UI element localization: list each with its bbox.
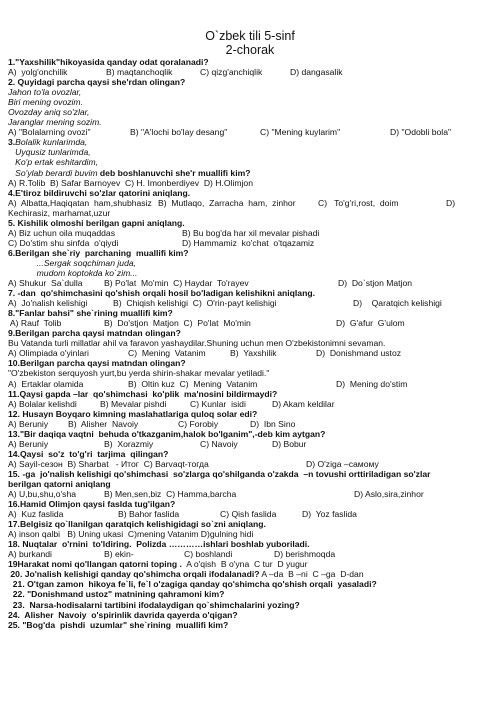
answer-option: A) Olimpiada o'yinlari [8, 348, 89, 359]
text-line [8, 449, 492, 459]
answer-option: D) Aslo,sira,zinhor [354, 489, 424, 500]
question-text: 25. "Bog'da pishdi uzumlar" she`rining muallifi kim? [8, 619, 229, 630]
question-text: 13."Bir daqiqa vaqtni behuda o'tkazganim,halok bo'lganim",-deb kim aytgan? [8, 428, 326, 439]
answer-option: C) Do'stim shu sinfda o'qiydi [8, 237, 119, 248]
answer-option: D) Ibn Sino [250, 418, 296, 429]
answer-option: A) U,bu,shu,o'sha [8, 489, 77, 500]
text-line [8, 117, 492, 127]
answer-option: C) To'g'ri,rost, doim [318, 197, 399, 208]
question-text: 22. "Donishmand ustoz" matnining qahramoni kim? [8, 589, 225, 600]
text-line [8, 569, 492, 579]
quoted-verse: Bolalik kunlarimda, [15, 137, 88, 148]
answer-option: C) Mening Vatanim [128, 348, 206, 359]
text-line [8, 489, 492, 499]
text-line [8, 67, 492, 77]
quoted-verse: Biri mening ovozim. [8, 97, 83, 108]
text-line [8, 168, 492, 178]
text-line [8, 379, 492, 389]
answer-option: A) Rauf Tolib [8, 318, 62, 329]
answer-option: B) Bahor faslida [118, 509, 180, 520]
text-line [8, 479, 492, 489]
answer-option: D) Yoz faslida [302, 509, 357, 520]
quoted-verse: Jahon to'la ovozlar, [8, 87, 82, 98]
question-text: 23. Narsa-hodisalarni tartibini ifodalaydigan qo`shimchalarini yozing? [8, 599, 300, 610]
answer-option: D) berishmoqda [274, 549, 336, 560]
text-line [8, 298, 492, 308]
text-line [8, 620, 492, 630]
quoted-verse: Ovozday aniq so'zlar, [8, 107, 90, 118]
text-line [8, 600, 492, 610]
answer-option: A) Sayil-сезон B) Sharbat - Итог C) Barvaqt-тогда [8, 458, 209, 469]
question-text: 11.Qaysi gapda –lar qo'shimchasi ko'plik ma'nosini bildirmaydi? [8, 388, 278, 399]
question-text: deb boshlanuvchi she'r muallifi kim? [97, 167, 251, 178]
page-title: O`zbek tili 5-sinf [205, 29, 295, 43]
answer-options: Kechirasiz, marhamat,uzur [8, 207, 111, 218]
quoted-verse: Ko'p ertak eshitardim, [8, 157, 99, 168]
answer-option: D) G'afur G'ulom [336, 318, 405, 329]
answer-option: A) Beruniy [8, 438, 49, 449]
text-line [8, 198, 492, 208]
answer-option: A) Ertaklar olamida [8, 378, 84, 389]
text-line [8, 529, 492, 539]
question-text: 5. Kishilik olmoshi berilgan gapni aniqlang. [8, 217, 185, 228]
answer-option: C) Navoiy [200, 438, 238, 449]
text-line [8, 328, 492, 338]
answer-option: B) Yaxshilik [230, 348, 277, 359]
answer-option: D) Qaratqich kelishigi [353, 298, 442, 309]
text-line [8, 218, 492, 228]
question-text: 16.Hamid Olimjon qaysi faslda tug'ilgan? [8, 499, 176, 510]
answer-option: D) dangasalik [290, 67, 343, 78]
text-line [8, 147, 492, 157]
text-line [8, 589, 492, 599]
question-text: 8."Fanlar bahsi" she`rining muallifi kim? [8, 308, 173, 319]
answer-option: B) Bu bog'da har xil mevalar pishadi [182, 227, 320, 238]
answer-option: D) Donishmand ustoz [316, 348, 402, 359]
question-text: 15. -ga jo'nalish kelishigi qo'shimchasi so'zlarga qo'shilganda o'zakda –n tovushi orttiriladigan so'zlar [8, 468, 431, 479]
question-text: 21. O'tgan zamon hikoya fe`li, fe`l o'zagiga qanday qo'shimcha qo'shish orqali yasaladi? [8, 579, 377, 590]
text-line [8, 188, 492, 198]
text-line [8, 509, 492, 519]
question-text: 6.Berilgan she`riy parchaning muallifi kim? [8, 247, 189, 258]
answer-option: B) Do'stjon Matjon C) Po'lat Mo'min [104, 318, 251, 329]
text-line [8, 559, 492, 569]
quoted-verse: ...Sergak soqchiman juda, [8, 257, 137, 268]
text-line [8, 278, 492, 288]
answer-options: "O'zbekiston serquyosh yurt,bu yerda shirin-shakar mevalar yetiladi." [8, 368, 270, 379]
text-line [8, 288, 492, 298]
question-text: 12. Husayn Boyqaro kimning maslahatlariga quloq solar edi? [8, 408, 258, 419]
question-list [8, 57, 492, 630]
answer-option: A) Kuz faslida [8, 509, 64, 520]
text-line [8, 238, 492, 248]
answer-option: C) Forobiy [178, 418, 219, 429]
answer-option: B) "A'lochi bo'lay desang" [130, 127, 228, 138]
question-text: 14.Qaysi so'z to'g'ri tarjima qilingan? [8, 448, 169, 459]
question-text: 7. -dan qo'shimchasini qo'shish orqali hosil bo'ladigan kelishikni aniqlang. [8, 288, 315, 299]
answer-option: A) burkandi [8, 549, 52, 560]
text-line [8, 348, 492, 358]
question-text: 20. Jo'nalish kelishigi qanday qo'shimcha orqali ifodalanadi? [8, 569, 260, 580]
answer-option: C) boshlandi [184, 549, 233, 560]
answer-option: D) "Odobli bola" [390, 127, 452, 138]
text-line [8, 178, 492, 188]
text-line [8, 429, 492, 439]
text-line [8, 459, 492, 469]
quoted-verse: Jaranglar mening sozim. [8, 117, 102, 128]
answer-option: D) Do`stjon Matjon [338, 278, 413, 289]
answer-option: B) Alisher Navoiy [68, 418, 139, 429]
text-line [8, 97, 492, 107]
answer-option: B) Po'lat Mo'min C) Haydar To'rayev [104, 278, 249, 289]
answer-option: B) Men,sen,biz C) Hamma,barcha [104, 489, 237, 500]
answer-option: D) [446, 197, 456, 208]
answer-option: A) Bolalar kelishdi [8, 398, 77, 409]
answer-option: A) Biz uchun oila muqaddas [8, 227, 116, 238]
answer-option: D) Hammamiz ko'chat o'tqazamiz [182, 237, 315, 248]
answer-option: C) Qish faslida [220, 509, 277, 520]
text-line [8, 308, 492, 318]
answer-options: A) R.Tolib B) Safar Barnoyev C) H. Imonberdiyev D) H.Olimjon [8, 177, 253, 188]
question-text: 10.Berilgan parcha qaysi matndan olingan? [8, 358, 186, 369]
answer-option: B) Chiqish kelishigi C) O'rin-payt kelishigi [113, 298, 277, 309]
text-line [8, 368, 492, 378]
question-text: 1."Yaxshilik"hikoyasida qanday odat qoralanadi? [8, 57, 209, 67]
answer-option: D) Bobur [272, 438, 307, 449]
header [8, 0, 492, 57]
text-line [8, 107, 492, 117]
question-text: 17.Belgisiz qo`llanilgan qaratqich kelishigidagi so`zni aniqlang. [8, 519, 266, 530]
answer-option: A) yolg'onchilik [8, 67, 68, 78]
question-text: 4.E'tiroz bildiruvchi so'zlar qatorini aniqlang. [8, 187, 191, 198]
text-line [8, 519, 492, 529]
text-line [8, 439, 492, 449]
text-line [8, 419, 492, 429]
answer-options: A) inson qalbi B) Uning ukasi C)mening Vatanim D)gulning hidi [8, 529, 254, 540]
answer-option: C) Kunlar isidi [190, 398, 246, 409]
quoted-verse: So'ylab berardi buvim [8, 167, 98, 178]
text-line [8, 469, 492, 479]
question-number: 3. [8, 137, 16, 148]
text-line [8, 499, 492, 509]
answer-option: B) Oltin kuz C) Mening Vatanim [128, 378, 258, 389]
answer-option: D) O'ziga –самому [306, 458, 379, 469]
text-line [8, 579, 492, 589]
text-line [8, 137, 492, 147]
answer-option: A) Beruniy [8, 418, 49, 429]
question-text: 19Harakat nomi qo'llangan qatorni toping . [8, 559, 182, 570]
answer-option: A) Shukur Sa`dulla [8, 278, 83, 289]
text-line [8, 77, 492, 87]
text-line [8, 549, 492, 559]
text-line [8, 268, 492, 278]
question-text: 2. Quyidagi parcha qaysi she'rdan olingan? [8, 77, 186, 88]
question-text: 9.Berilgan parcha qaysi matndan olingan? [8, 328, 181, 339]
text-line [8, 409, 492, 419]
text-line [8, 157, 492, 167]
text-line [8, 389, 492, 399]
text-line [8, 87, 492, 97]
answer-option: A) Jo'nalish kelishigi [8, 298, 88, 309]
text-line [8, 358, 492, 368]
answer-option: A) Albatta,Haqiqatan ham,shubhasiz [8, 197, 152, 208]
answer-option: D) Akam keldilar [272, 398, 335, 409]
answer-option: C) qizg'anchiqlik [200, 67, 263, 78]
question-text: 24. Alisher Navoiy o'spirinlik davrida qayerda o'qigan? [8, 609, 238, 620]
text-line [8, 228, 492, 238]
quoted-verse: mudom koptokda ko`zim... [8, 267, 138, 278]
text-line [8, 208, 492, 218]
question-text: berilgan qatorni aniqlang [8, 478, 111, 489]
page-subtitle: 2-chorak [225, 43, 275, 57]
answer-option: D) Mening do'stim [336, 378, 408, 389]
text-line [8, 610, 492, 620]
answer-option: B) maqtanchoqlik [106, 67, 173, 78]
answer-option: B) ekin- [104, 549, 134, 560]
answer-option: A) "Bolalarning ovozi" [8, 127, 91, 138]
text-line [8, 127, 492, 137]
text-line [8, 258, 492, 268]
answer-options: A o'qish B o'yna C tur D yugur [181, 559, 308, 570]
answer-option: B) Mevalar pishdi [100, 398, 167, 409]
question-text: 18. Nuqtalar o'rnini to'ldiring. Polizda …………ishlari boshlab yuboriladi. [8, 539, 310, 550]
text-line [8, 57, 492, 67]
text-line [8, 539, 492, 549]
answer-option: B) Xorazmiy [104, 438, 154, 449]
quoted-verse: Uyqusiz tunlarimda, [8, 147, 91, 158]
text-line [8, 399, 492, 409]
text-line [8, 248, 492, 258]
answer-option: C) "Mening kuylarim" [260, 127, 341, 138]
answer-option: B) Mutlaqo, Zarracha ham, zinhor [158, 197, 296, 208]
answer-options: A –da B –ni C –ga D-dan [259, 569, 364, 580]
text-line [8, 318, 492, 328]
text-line [8, 338, 492, 348]
answer-options: Bu Vatanda turli millatlar ahil va faravon yashaydilar.Shuning uchun men O'zbekistonimni sevaman. [8, 338, 386, 349]
